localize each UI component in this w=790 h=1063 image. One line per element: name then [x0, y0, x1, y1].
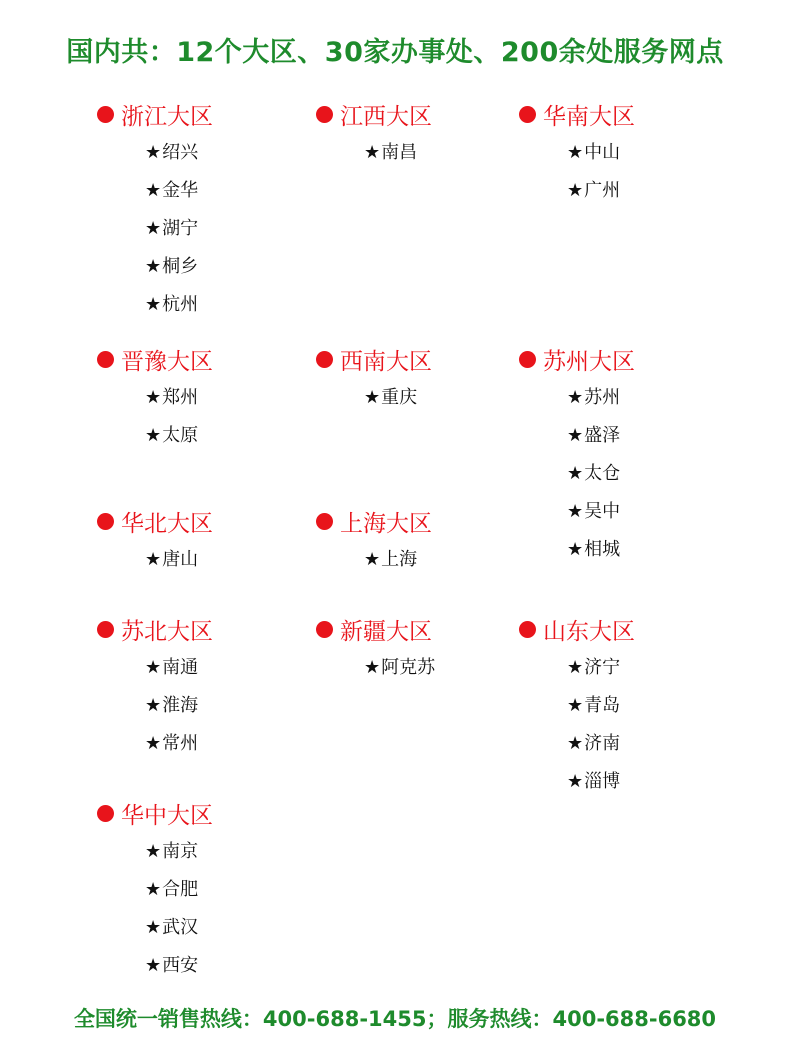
region-title-text: 西南大区 — [340, 348, 432, 375]
city-name: 南通 — [162, 657, 199, 678]
city-list — [97, 386, 297, 462]
region-title-text: 华南大区 — [543, 103, 635, 130]
city-name: 广州 — [584, 180, 621, 201]
list-item — [567, 770, 719, 808]
list-item — [567, 141, 719, 179]
red-dot-icon — [97, 805, 114, 822]
star-icon: ★ — [567, 539, 584, 560]
list-item — [364, 141, 516, 179]
city-name: 合肥 — [162, 879, 199, 900]
star-icon: ★ — [145, 549, 162, 570]
star-icon: ★ — [145, 256, 162, 277]
city-list — [316, 656, 516, 694]
star-icon: ★ — [145, 387, 162, 408]
region-title-text: 晋豫大区 — [121, 348, 213, 375]
star-icon: ★ — [567, 425, 584, 446]
region-jinyu — [97, 344, 297, 462]
city-name: 武汉 — [162, 917, 199, 938]
city-list — [97, 656, 297, 770]
star-icon: ★ — [567, 463, 584, 484]
list-item — [145, 548, 297, 586]
list-item — [567, 462, 719, 500]
region-title-text: 苏北大区 — [121, 618, 213, 645]
city-name: 苏州 — [584, 387, 621, 408]
region-suzhou — [519, 344, 719, 576]
region-subei — [97, 614, 297, 770]
red-dot-icon — [519, 621, 536, 638]
star-icon: ★ — [145, 879, 162, 900]
region-title — [97, 614, 297, 644]
list-item — [567, 538, 719, 576]
city-list — [97, 840, 297, 992]
city-name: 南京 — [162, 841, 199, 862]
star-icon: ★ — [145, 841, 162, 862]
city-name: 相城 — [584, 539, 621, 560]
region-title-text: 江西大区 — [340, 103, 432, 130]
city-name: 杭州 — [162, 294, 199, 315]
region-shanghai — [316, 506, 516, 586]
city-name: 吴中 — [584, 501, 621, 522]
city-name: 常州 — [162, 733, 199, 754]
city-name: 桐乡 — [162, 256, 199, 277]
red-dot-icon — [97, 351, 114, 368]
star-icon: ★ — [145, 657, 162, 678]
city-list — [316, 548, 516, 586]
star-icon: ★ — [145, 180, 162, 201]
region-title — [316, 614, 516, 644]
region-zhejiang — [97, 99, 297, 331]
region-title — [316, 506, 516, 536]
city-name: 湖宁 — [162, 218, 199, 239]
city-name: 重庆 — [381, 387, 418, 408]
city-name: 淄博 — [584, 771, 621, 792]
city-name: 郑州 — [162, 387, 199, 408]
region-title — [97, 99, 297, 129]
list-item — [145, 954, 297, 992]
city-name: 济南 — [584, 733, 621, 754]
star-icon: ★ — [567, 142, 584, 163]
city-name: 太原 — [162, 425, 199, 446]
city-name: 阿克苏 — [381, 657, 436, 678]
region-title-text: 上海大区 — [340, 510, 432, 537]
list-item — [145, 694, 297, 732]
hotline-footer: 全国统一销售热线：400-688-1455；服务热线：400-688-6680 — [73, 1007, 717, 1031]
list-item — [364, 656, 516, 694]
list-item — [145, 732, 297, 770]
region-huazhong — [97, 798, 297, 992]
city-list — [519, 656, 719, 808]
star-icon: ★ — [567, 180, 584, 201]
star-icon: ★ — [145, 294, 162, 315]
star-icon: ★ — [567, 387, 584, 408]
list-item — [364, 386, 516, 424]
region-title-text: 新疆大区 — [340, 618, 432, 645]
star-icon: ★ — [567, 657, 584, 678]
region-title — [97, 344, 297, 374]
city-name: 西安 — [162, 955, 199, 976]
city-name: 太仓 — [584, 463, 621, 484]
city-name: 济宁 — [584, 657, 621, 678]
star-icon: ★ — [145, 917, 162, 938]
region-title-text: 华北大区 — [121, 510, 213, 537]
city-list — [519, 386, 719, 576]
page-headline: 国内共：12个大区、30家办事处、200余处服务网点 — [66, 37, 724, 68]
region-title — [519, 614, 719, 644]
list-item — [145, 217, 297, 255]
star-icon: ★ — [364, 657, 381, 678]
list-item — [145, 424, 297, 462]
star-icon: ★ — [364, 387, 381, 408]
list-item — [145, 179, 297, 217]
city-name: 上海 — [381, 549, 418, 570]
star-icon: ★ — [145, 733, 162, 754]
region-title — [97, 506, 297, 536]
red-dot-icon — [97, 513, 114, 530]
city-name: 中山 — [584, 142, 621, 163]
region-title-text: 浙江大区 — [121, 103, 213, 130]
list-item — [145, 386, 297, 424]
region-title — [316, 99, 516, 129]
star-icon: ★ — [364, 549, 381, 570]
city-name: 青岛 — [584, 695, 621, 716]
star-icon: ★ — [145, 218, 162, 239]
region-title — [519, 99, 719, 129]
red-dot-icon — [519, 106, 536, 123]
list-item — [567, 386, 719, 424]
list-item — [567, 179, 719, 217]
star-icon: ★ — [145, 425, 162, 446]
city-name: 盛泽 — [584, 425, 621, 446]
list-item — [145, 878, 297, 916]
city-name: 淮海 — [162, 695, 199, 716]
region-title — [97, 798, 297, 828]
red-dot-icon — [97, 621, 114, 638]
city-name: 南昌 — [381, 142, 418, 163]
list-item — [145, 916, 297, 954]
city-list — [316, 141, 516, 179]
region-xinan — [316, 344, 516, 424]
list-item — [145, 840, 297, 878]
red-dot-icon — [97, 106, 114, 123]
list-item — [145, 656, 297, 694]
region-jiangxi — [316, 99, 516, 179]
city-list — [519, 141, 719, 217]
red-dot-icon — [316, 513, 333, 530]
list-item — [145, 293, 297, 331]
star-icon: ★ — [364, 142, 381, 163]
city-name: 绍兴 — [162, 142, 199, 163]
region-title — [316, 344, 516, 374]
star-icon: ★ — [567, 771, 584, 792]
list-item — [567, 500, 719, 538]
list-item — [145, 255, 297, 293]
red-dot-icon — [316, 621, 333, 638]
region-huanan — [519, 99, 719, 217]
star-icon: ★ — [567, 695, 584, 716]
star-icon: ★ — [145, 955, 162, 976]
list-item — [567, 694, 719, 732]
region-huabei — [97, 506, 297, 586]
city-name: 金华 — [162, 180, 199, 201]
list-item — [145, 141, 297, 179]
region-title — [519, 344, 719, 374]
region-title-text: 苏州大区 — [543, 348, 635, 375]
red-dot-icon — [316, 106, 333, 123]
list-item — [567, 732, 719, 770]
city-name: 唐山 — [162, 549, 199, 570]
star-icon: ★ — [145, 695, 162, 716]
star-icon: ★ — [567, 733, 584, 754]
region-xinjiang — [316, 614, 516, 694]
region-title-text: 华中大区 — [121, 802, 213, 829]
list-item — [567, 656, 719, 694]
city-list — [97, 548, 297, 586]
red-dot-icon — [316, 351, 333, 368]
list-item — [567, 424, 719, 462]
star-icon: ★ — [567, 501, 584, 522]
region-shandong — [519, 614, 719, 808]
region-title-text: 山东大区 — [543, 618, 635, 645]
list-item — [364, 548, 516, 586]
city-list — [97, 141, 297, 331]
city-list — [316, 386, 516, 424]
red-dot-icon — [519, 351, 536, 368]
star-icon: ★ — [145, 142, 162, 163]
